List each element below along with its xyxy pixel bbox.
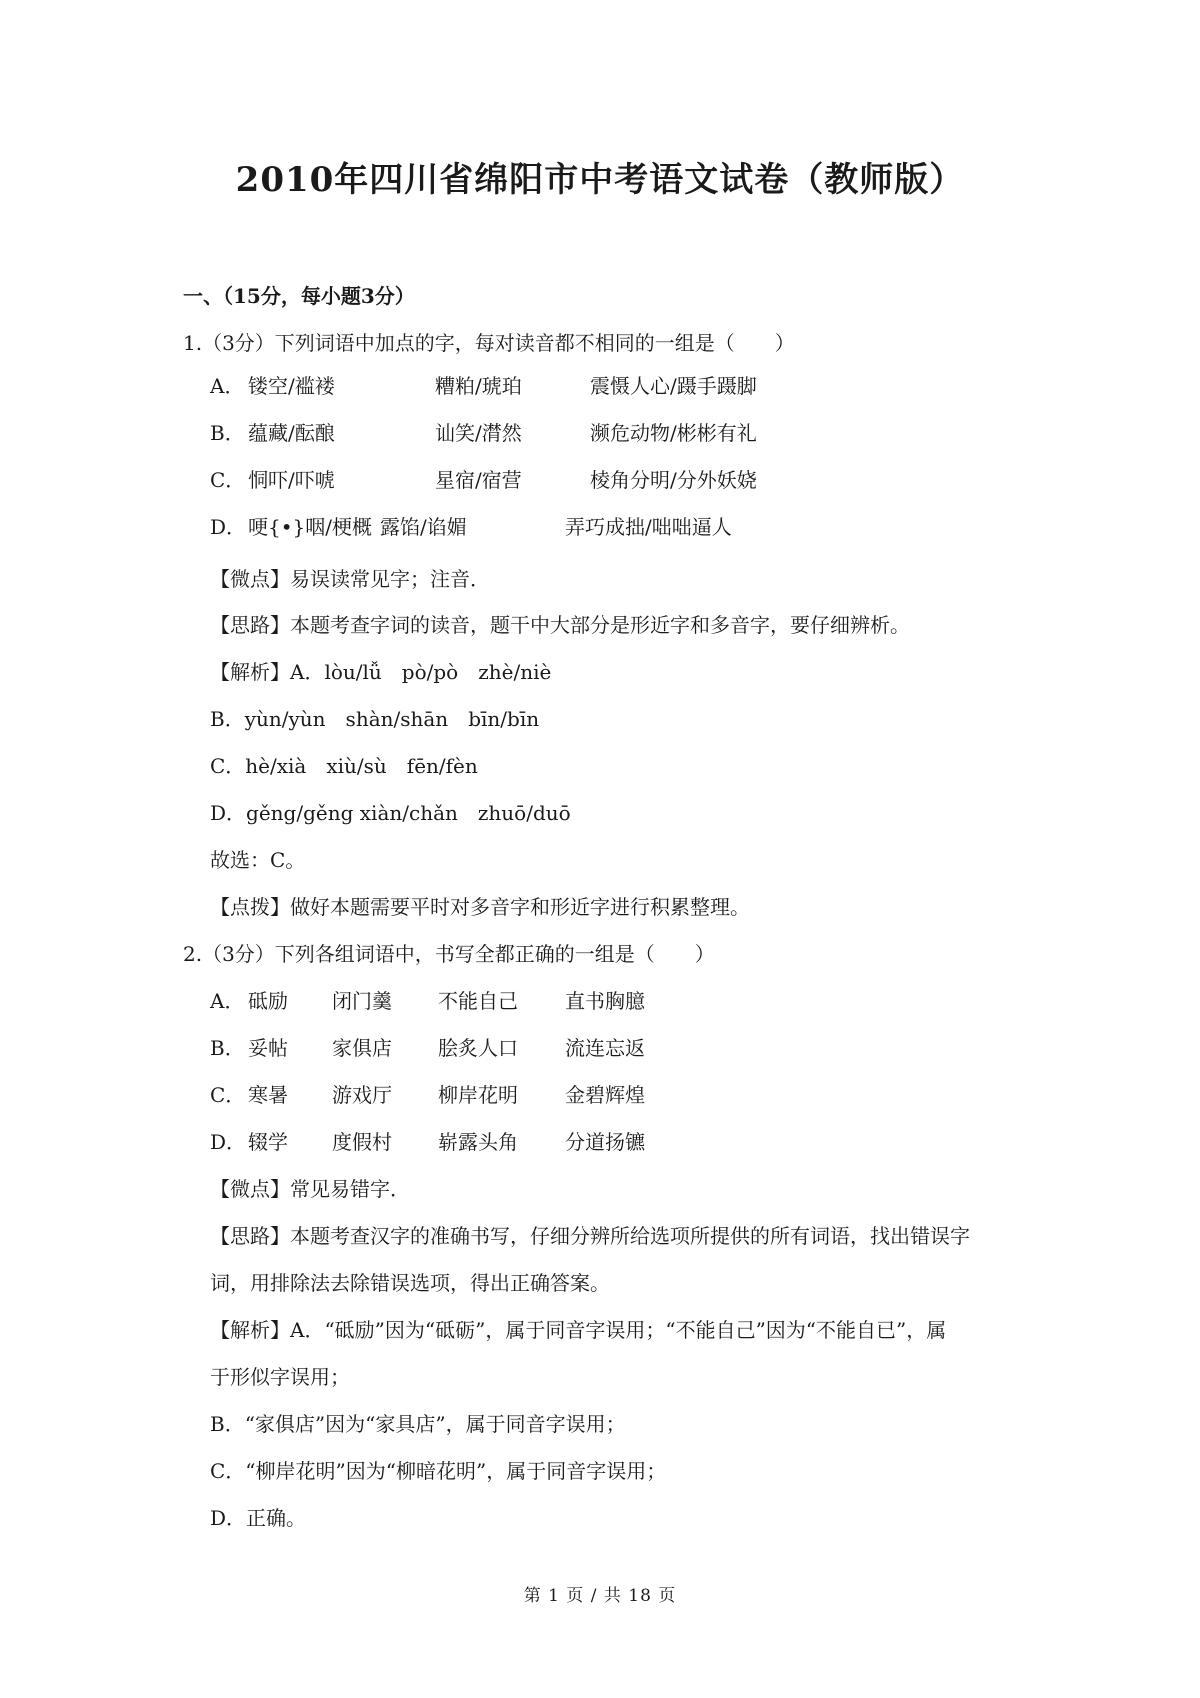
- q1-c-word-3: 棱角分明/分外妖娆: [590, 468, 757, 492]
- q1-d-word-1: 哽{•}咽/梗概: [248, 515, 372, 539]
- q2-option-a: [210, 988, 910, 1014]
- q2-a-word-1: 砥励: [248, 989, 288, 1013]
- q2-b-word-3: 脍炙人口: [438, 1036, 518, 1060]
- q2-c-word-2: 游戏厅: [332, 1083, 392, 1107]
- q2-jiexi-d: D．正确。: [210, 1506, 307, 1530]
- q2-d-word-1: 辍学: [248, 1130, 288, 1154]
- option-letter: A．: [210, 989, 245, 1013]
- q2-d-word-2: 度假村: [332, 1130, 392, 1154]
- option-letter: B．: [210, 421, 245, 445]
- option-letter: A．: [210, 374, 245, 398]
- q1-option-d: [210, 514, 1110, 540]
- q1-jiexi-c: C．hè/xià xiù/sù fēn/fèn: [210, 754, 478, 778]
- q1-d-word-3: 弄巧成拙/咄咄逼人: [565, 515, 732, 539]
- q2-silu-line-1: 【思路】本题考查汉字的准确书写，仔细分辨所给选项所提供的所有词语，找出错误字: [210, 1224, 970, 1248]
- question-2-stem: 2.（3分）下列各组词语中，书写全都正确的一组是（ ）: [183, 942, 715, 966]
- q2-option-c: [210, 1082, 910, 1108]
- q2-d-word-3: 崭露头角: [438, 1130, 518, 1154]
- q1-c-word-2: 星宿/宿营: [435, 468, 522, 492]
- q2-d-word-4: 分道扬镳: [565, 1130, 645, 1154]
- q2-silu-line-2: 词，用排除法去除错误选项，得出正确答案。: [210, 1271, 610, 1295]
- option-letter: D．: [210, 515, 247, 539]
- q1-b-word-2: 讪笑/潸然: [435, 421, 522, 445]
- page-title: 2010年四川省绵阳市中考语文试卷（教师版）: [235, 160, 965, 200]
- option-letter: C．: [210, 468, 246, 492]
- q2-option-b: [210, 1035, 910, 1061]
- q1-b-word-3: 濒危动物/彬彬有礼: [590, 421, 757, 445]
- q1-c-word-1: 恫吓/吓唬: [248, 468, 335, 492]
- q1-a-word-1: 镂空/褴褛: [248, 374, 335, 398]
- q1-option-a: [210, 373, 1110, 399]
- q1-a-word-3: 震慑人心/蹑手蹑脚: [590, 374, 757, 398]
- q1-jiexi-a: 【解析】A．lòu/lǚ pò/pò zhè/niè: [210, 660, 552, 684]
- q2-c-word-4: 金碧辉煌: [565, 1083, 645, 1107]
- option-letter: B．: [210, 1036, 245, 1060]
- q2-c-word-1: 寒暑: [248, 1083, 288, 1107]
- q2-jiexi-line-2: 于形似字误用；: [210, 1365, 350, 1389]
- section-heading: 一、（15分，每小题3分）: [183, 284, 415, 308]
- q2-b-word-2: 家俱店: [332, 1036, 392, 1060]
- q2-a-word-2: 闭门羹: [332, 989, 392, 1013]
- q1-answer: 故选：C。: [210, 848, 306, 872]
- q1-d-word-2: 露馅/谄媚: [380, 515, 467, 539]
- q1-silu: 【思路】本题考查字词的读音，题干中大部分是形近字和多音字，要仔细辨析。: [210, 613, 910, 637]
- q1-dianbo: 【点拨】做好本题需要平时对多音字和形近字进行积累整理。: [210, 895, 750, 919]
- q1-a-word-2: 糟粕/琥珀: [435, 374, 522, 398]
- q1-jiexi-d: D．gěng/gěng xiàn/chǎn zhuō/duō: [210, 801, 571, 825]
- q2-weidian: 【微点】常见易错字．: [210, 1177, 410, 1201]
- q1-jiexi-b: B．yùn/yùn shàn/shān bīn/bīn: [210, 707, 540, 731]
- q2-jiexi-c: C．“柳岸花明”因为“柳暗花明”，属于同音字误用；: [210, 1459, 667, 1483]
- option-letter: C．: [210, 1083, 246, 1107]
- q1-weidian: 【微点】易误读常见字；注音．: [210, 567, 490, 591]
- q1-b-word-1: 蕴藏/酝酿: [248, 421, 335, 445]
- q1-option-b: [210, 420, 1110, 446]
- q2-b-word-4: 流连忘返: [565, 1036, 645, 1060]
- q2-b-word-1: 妥帖: [248, 1036, 288, 1060]
- question-1-stem: 1.（3分）下列词语中加点的字，每对读音都不相同的一组是（ ）: [183, 331, 795, 355]
- q2-jiexi-line-1: 【解析】A．“砥励”因为“砥砺”，属于同音字误用；“不能自己”因为“不能自已”，属: [210, 1318, 947, 1342]
- q2-jiexi-b: B．“家俱店”因为“家具店”，属于同音字误用；: [210, 1412, 626, 1436]
- option-letter: D．: [210, 1130, 247, 1154]
- q1-option-c: [210, 467, 1110, 493]
- q2-a-word-3: 不能自己: [438, 989, 518, 1013]
- q2-option-d: [210, 1129, 910, 1155]
- q2-a-word-4: 直书胸臆: [565, 989, 645, 1013]
- page-footer: 第 1 页 / 共 18 页: [523, 1586, 677, 1606]
- q2-c-word-3: 柳岸花明: [438, 1083, 518, 1107]
